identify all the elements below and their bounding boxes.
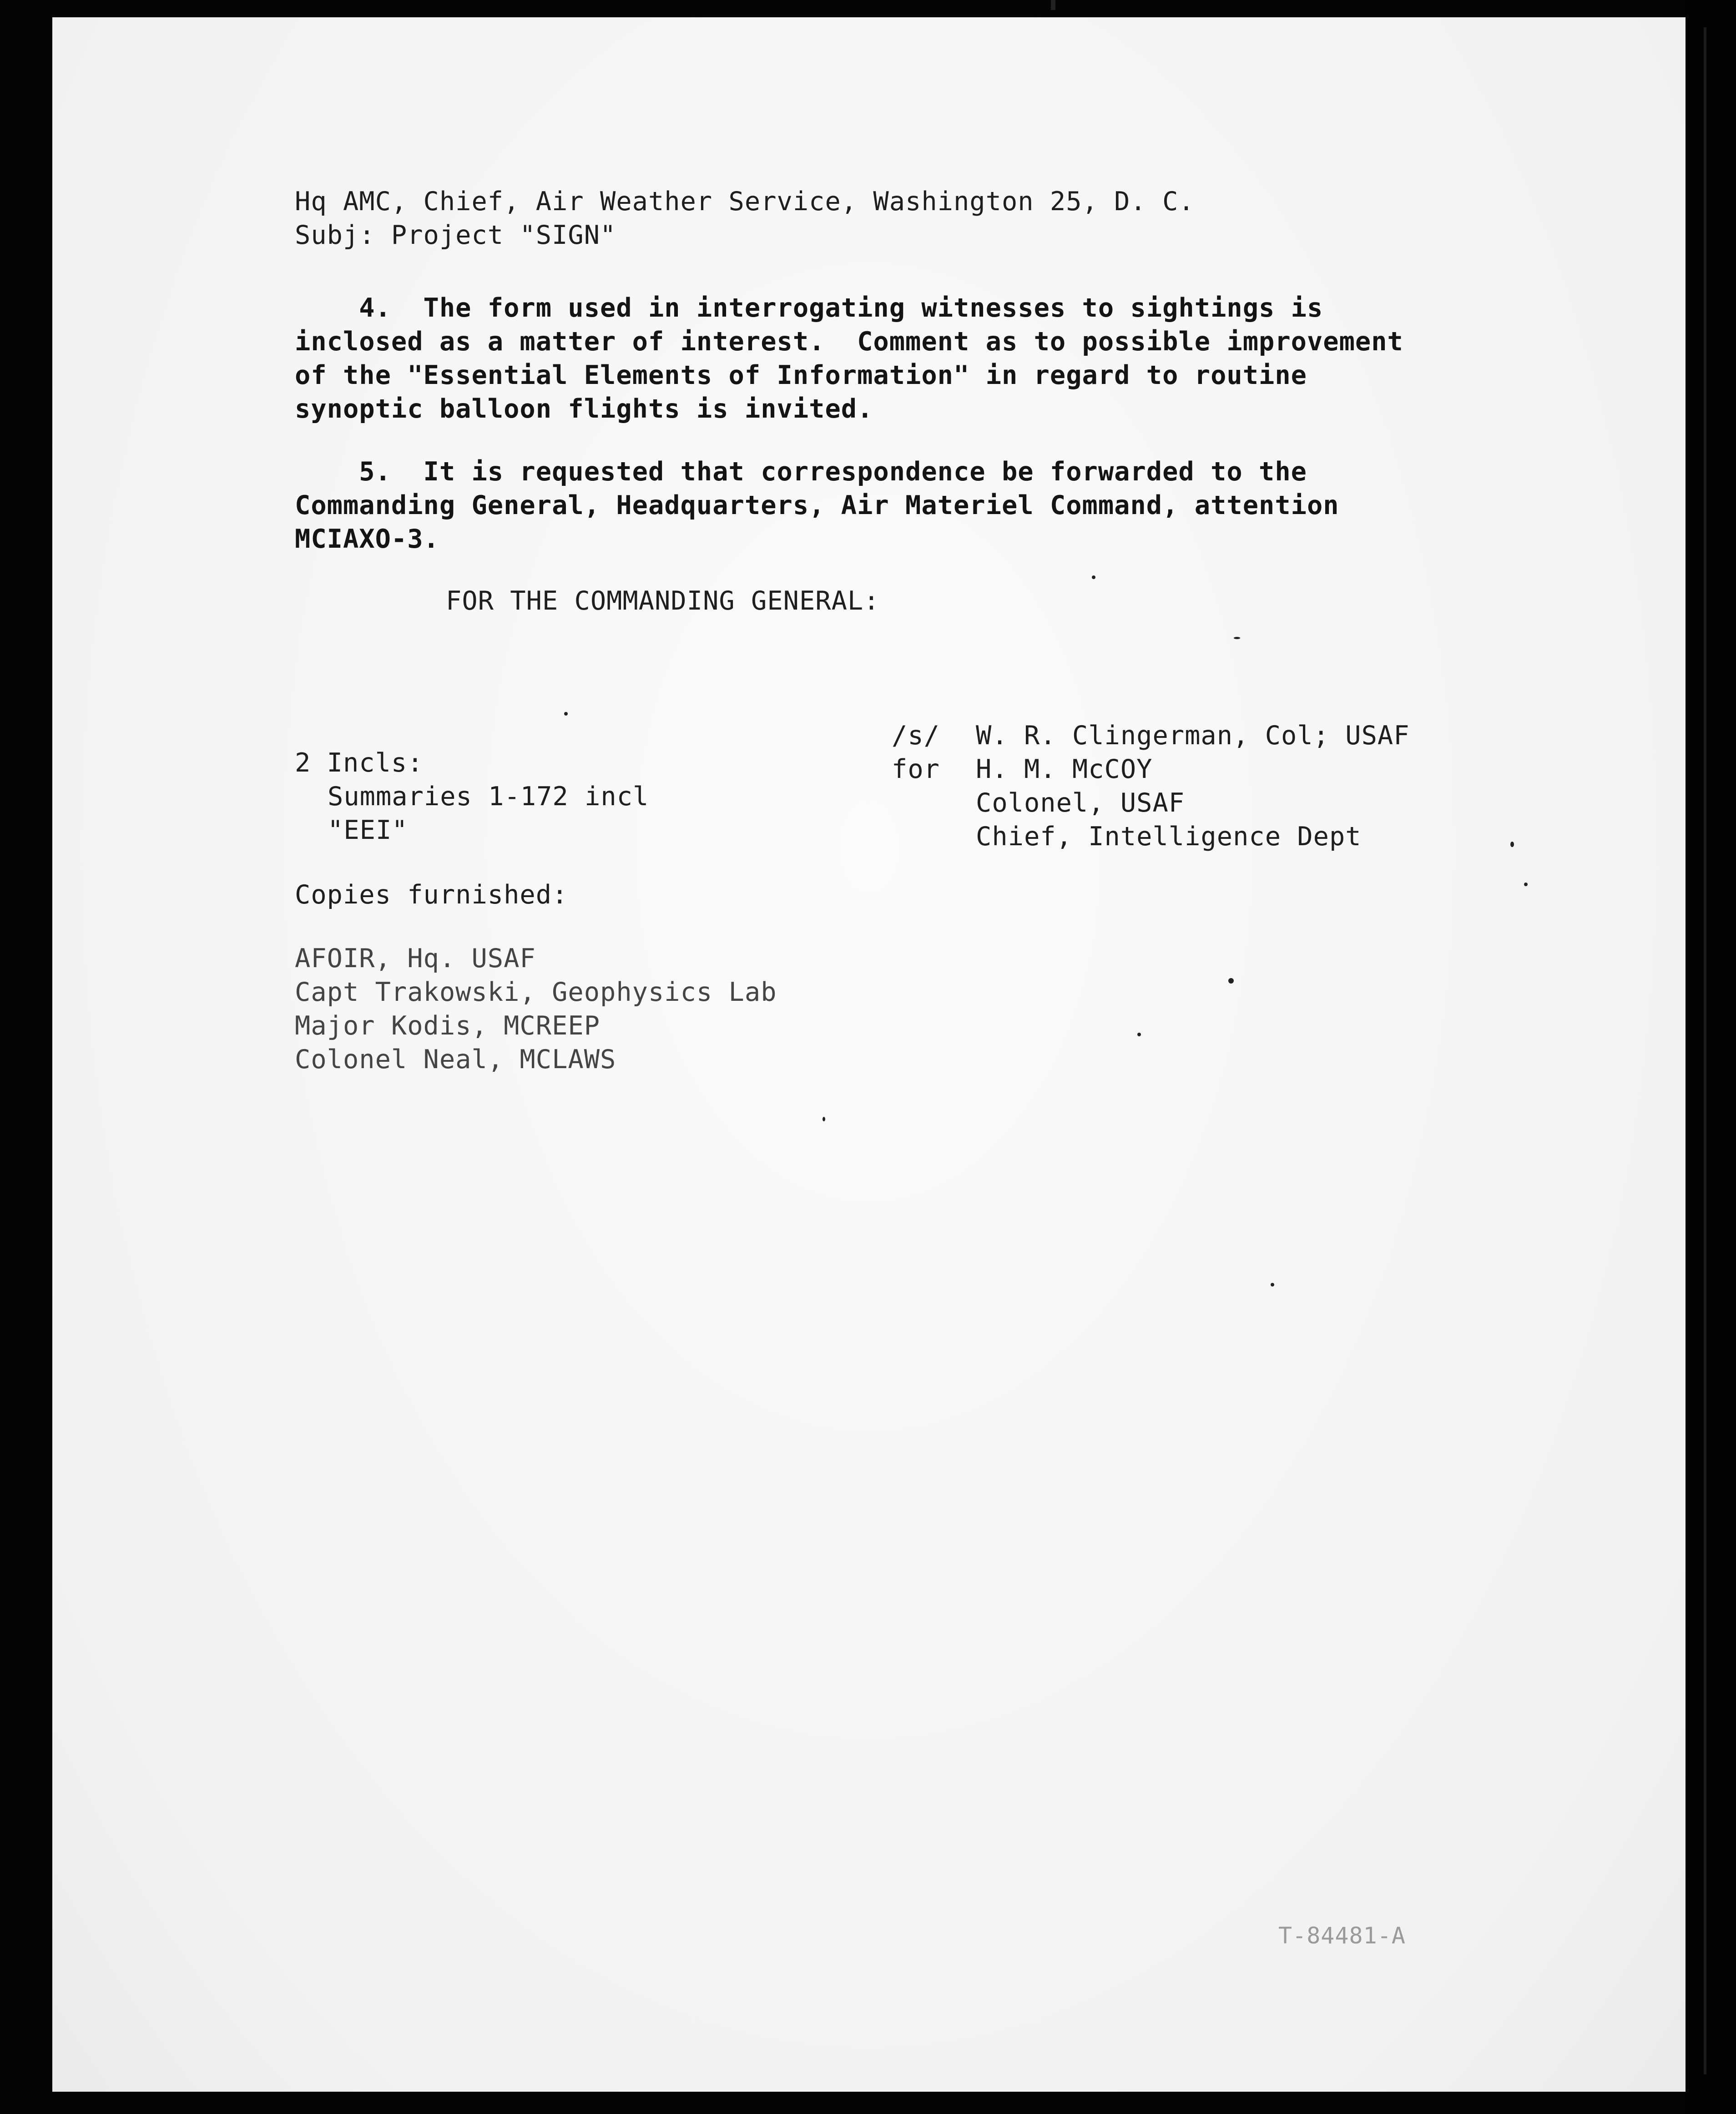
- copies-item-2: Capt Trakowski, Geophysics Lab: [295, 977, 777, 1007]
- paragraph-4-line-4: synoptic balloon flights is invited.: [295, 394, 873, 424]
- copies-item-1: AFOIR, Hq. USAF: [295, 943, 536, 974]
- copies-item-4: Colonel Neal, MCLAWS: [295, 1044, 616, 1075]
- closing-line: FOR THE COMMANDING GENERAL:: [446, 586, 880, 616]
- signature-for: for: [892, 754, 940, 784]
- scan-speck: [1137, 1033, 1141, 1036]
- scan-speck: [1051, 0, 1055, 10]
- inclosure-item-1: Summaries 1-172 incl: [328, 782, 649, 812]
- paragraph-4-line-3: of the "Essential Elements of Information" in regard to routine: [295, 360, 1307, 390]
- address-line: Hq AMC, Chief, Air Weather Service, Washington 25, D. C.: [295, 187, 1195, 217]
- signature-line-1: W. R. Clingerman, Col; USAF: [976, 721, 1410, 751]
- copies-heading: Copies furnished:: [295, 880, 568, 910]
- paragraph-4-line-1: 4. The form used in interrogating witnesses to sightings is: [295, 293, 1323, 323]
- paragraph-5-line-3: MCIAXO-3.: [295, 524, 439, 554]
- signature-line-3: Colonel, USAF: [976, 788, 1185, 818]
- film-edge-line: [1704, 27, 1706, 2074]
- inclosure-item-2: "EEI": [328, 815, 408, 845]
- scan-speck: [1510, 842, 1514, 847]
- signature-line-4: Chief, Intelligence Dept: [976, 822, 1362, 852]
- paragraph-4-line-2: inclosed as a matter of interest. Comment as to possible improvement: [295, 327, 1403, 357]
- subject-line: Subj: Project "SIGN": [295, 220, 616, 250]
- paragraph-5-line-2: Commanding General, Headquarters, Air Materiel Command, attention: [295, 490, 1339, 520]
- paragraph-5-line-1: 5. It is requested that correspondence be forwarded to the: [295, 457, 1307, 487]
- copies-item-3: Major Kodis, MCREEP: [295, 1011, 601, 1041]
- inclosures-heading: 2 Incls:: [295, 748, 424, 778]
- scan-speck: [1524, 883, 1528, 886]
- signature-mark: /s/: [892, 721, 940, 751]
- scan-speck: [564, 712, 568, 716]
- scan-speck: [1234, 637, 1240, 639]
- scan-speck: [1228, 978, 1234, 984]
- film-edge: [1686, 0, 1736, 2114]
- document-code: T-84481-A: [1278, 1922, 1406, 1949]
- scan-speck: [823, 1117, 825, 1121]
- signature-line-2: H. M. McCOY: [976, 754, 1153, 784]
- scan-speck: [1092, 575, 1095, 579]
- scan-speck: [1271, 1283, 1274, 1287]
